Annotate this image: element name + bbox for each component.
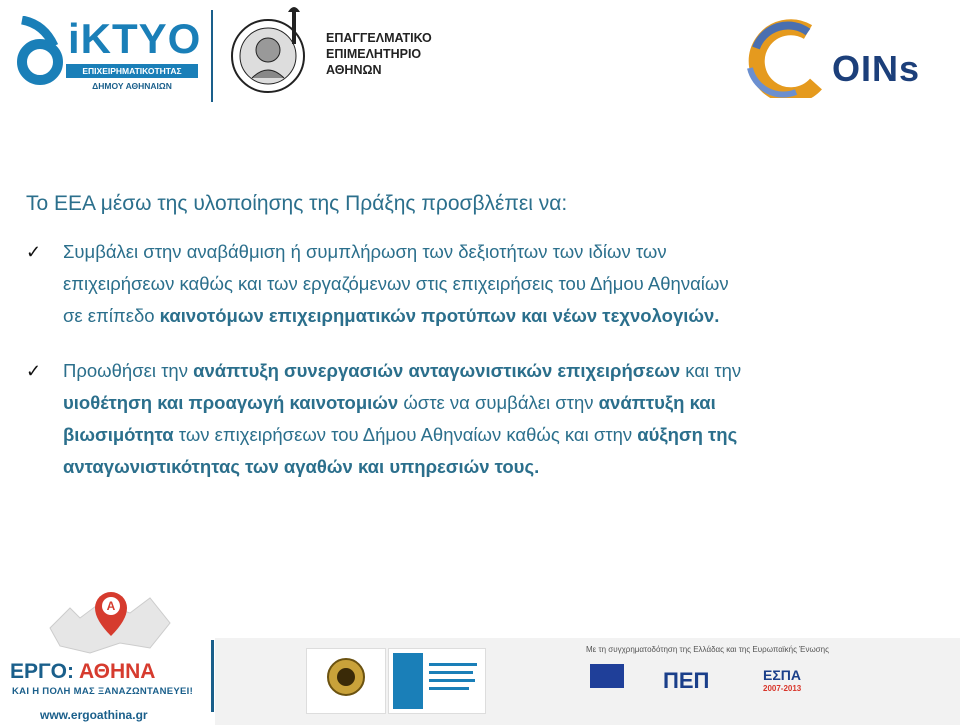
bold-text: υιοθέτηση και προαγωγή καινοτομιών: [63, 392, 399, 413]
bold-text: βιωσιμότητα: [63, 424, 174, 445]
header-logos: [0, 0, 960, 120]
tourism-agency-icon: [389, 649, 485, 713]
bold-text: ανάπτυξη και: [598, 392, 716, 413]
ergo-name: ΑΘΗΝΑ: [79, 660, 156, 683]
cofunding-text: Με τη συγχρηματοδότηση της Ελλάδας και της Ευρωπαϊκής Ένωσης: [586, 645, 829, 654]
bullet-cooperation-line-3: [63, 419, 913, 451]
bullet-skills-line-3: [63, 300, 913, 332]
bold-text: καινοτόμων επιχειρηματικών προτύπων και νέων τεχνολογιών.: [159, 305, 720, 326]
coins-word: OINs: [832, 48, 921, 89]
plain-text: Προωθήσει την: [63, 360, 194, 381]
checkmark-icon: ✓: [26, 242, 42, 262]
diktyo-band: ΕΠΙΧΕΙΡΗΜΑΤΙΚΟΤΗΤΑΣ: [66, 64, 198, 78]
plain-text: των επιχειρήσεων του Δήμου Αθηναίων καθώς και στην: [173, 424, 638, 445]
eea-title: [326, 30, 432, 78]
bullet-cooperation-text: [63, 355, 913, 483]
eea-line-3: ΑΘΗΝΩΝ: [326, 63, 382, 77]
espa-years: 2007-2013: [763, 684, 802, 693]
bullet-skills-line-2: επιχειρήσεων καθώς και των εργαζόμενων στις επιχειρήσεις του Δήμου Αθηναίων: [63, 273, 729, 294]
eea-line-1: ΕΠΑΓΓΕΛΜΑΤΙΚΟ: [326, 31, 432, 45]
pep-logo: ΠΕΠ: [663, 668, 710, 693]
diktyo-word: iKTYO: [68, 15, 202, 62]
plain-text: και την: [680, 360, 742, 381]
plain-text: ώστε να συμβάλει στην: [398, 392, 599, 413]
svg-text:A: A: [106, 599, 116, 613]
chamber-emblem-box: [306, 648, 386, 714]
coins-logo: [736, 18, 942, 98]
plain-text: σε επίπεδο: [63, 305, 160, 326]
ergo-url-link[interactable]: www.ergoathina.gr: [40, 708, 148, 722]
diktyo-logo: [14, 14, 200, 94]
eu-flag-icon: [590, 664, 624, 688]
bullet-cooperation-line-1: [63, 355, 913, 387]
ergo-prefix: ΕΡΓΟ:: [10, 660, 80, 683]
footer-divider: [211, 640, 214, 712]
header-divider: [211, 10, 213, 102]
chamber-emblem-icon: [307, 649, 385, 713]
bullet-skills-line-1: Συμβάλει στην αναβάθμιση ή συμπλήρωση των δεξιοτήτων των ιδίων των: [63, 241, 667, 262]
ergo-slogan: ΚΑΙ Η ΠΟΛΗ ΜΑΣ ΞΑΝΑΖΩΝΤΑΝΕΥΕΙ!: [12, 686, 194, 697]
checkmark-icon: ✓: [26, 361, 42, 381]
tourism-agency-box: [388, 648, 486, 714]
eea-line-2: ΕΠΙΜΕΛΗΤΗΡΙΟ: [326, 47, 422, 61]
coins-c-icon: [736, 18, 836, 98]
delta-icon: [14, 16, 66, 86]
diktyo-subtitle: ΔΗΜΟΥ ΑΘΗΝΑΙΩΝ: [92, 81, 172, 91]
page-heading: Το ΕΕΑ μέσω της υλοποίησης της Πράξης προσβλέπει να:: [26, 192, 568, 215]
bold-text: αύξηση της: [637, 424, 738, 445]
espa-logo: ΕΣΠΑ: [763, 667, 801, 683]
ergo-title: [10, 660, 155, 684]
bullet-cooperation-line-2: [63, 387, 913, 419]
bold-text: ανάπτυξη συνεργασιών ανταγωνιστικών επιχειρήσεων: [193, 360, 681, 381]
athens-map-pin-icon: [40, 568, 180, 658]
bullet-cooperation-line-4: [63, 451, 913, 483]
bullet-skills-text: [63, 236, 913, 332]
bold-text: ανταγωνιστικότητας των αγαθών και υπηρεσιών τους.: [63, 456, 540, 477]
prometheus-seal-icon: [228, 4, 314, 100]
